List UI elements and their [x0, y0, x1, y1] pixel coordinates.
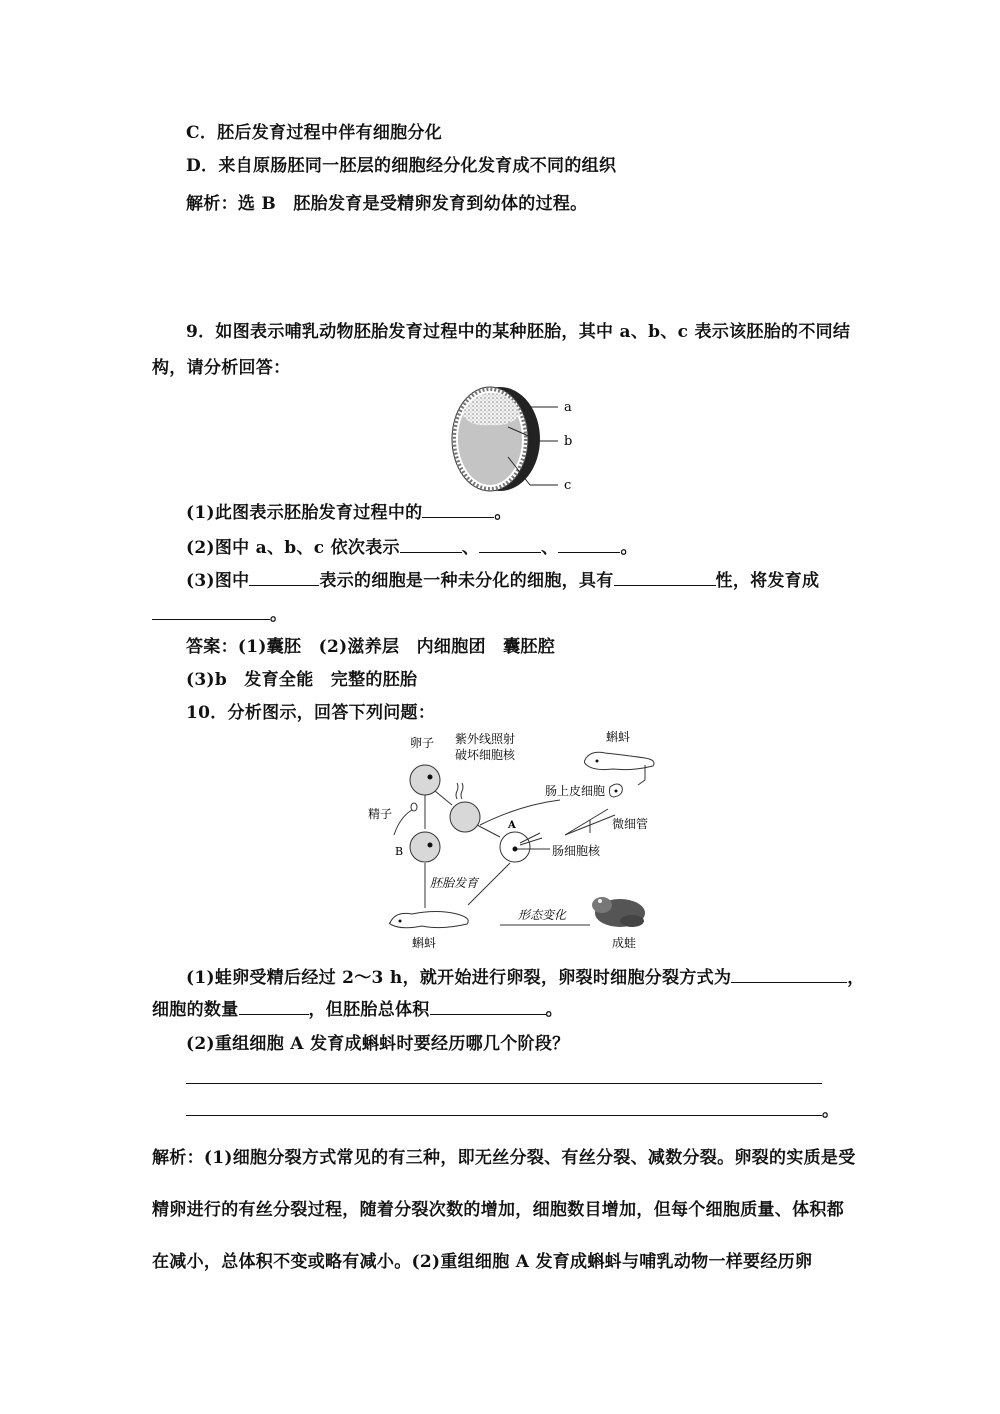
label-morph-change: 形态变化: [518, 908, 567, 922]
label-b: b: [564, 434, 573, 449]
q9-sub3-mid2: 性，将发育成: [715, 571, 820, 591]
option-c: C．胚后发育过程中伴有细胞分化: [186, 123, 443, 143]
answer-blank[interactable]: [239, 999, 309, 1015]
q10-sub1-prefix: (1)蛙卵受精后经过 2～3 h，就开始进行卵裂，卵裂时细胞分裂方式为: [186, 968, 732, 988]
q9-sub3: [186, 570, 819, 592]
q9-sub1: [186, 502, 512, 524]
label-b: B: [395, 845, 404, 858]
answer-blank[interactable]: [731, 967, 847, 983]
label-intestinal-nucleus: 肠细胞核: [552, 844, 601, 858]
q9-sub3-prefix: (3)图中: [186, 571, 250, 591]
q9-stem-line2: 构，请分析回答：: [152, 358, 291, 378]
q10-sub1-line2-prefix: 细胞的数量: [152, 1000, 239, 1020]
label-egg: 卵子: [410, 736, 435, 750]
answer-blank[interactable]: [400, 537, 462, 553]
label-a: a: [564, 400, 572, 415]
q10-answer-line1: [186, 1068, 822, 1090]
comma: ，: [847, 968, 865, 988]
answer-blank[interactable]: [430, 999, 546, 1015]
q10-sub1-line2-suffix: 。: [545, 1000, 563, 1020]
label-uv-2: 破坏细胞核: [455, 748, 516, 762]
q9-sub2-suffix: 。: [620, 538, 638, 558]
label-embryo-dev: 胚胎发育: [430, 876, 479, 890]
q10-analysis-line1: 解析：(1)细胞分裂方式常见的有三种，即无丝分裂、有丝分裂、减数分裂。卵裂的实质是受: [152, 1148, 856, 1168]
separator: 、: [541, 538, 559, 558]
q9-answer-line2: (3)b 发育全能 完整的胚胎: [186, 670, 418, 690]
q9-sub1-prefix: (1)此图表示胚胎发育过程中的: [186, 503, 423, 523]
label-microtube: 微细管: [612, 817, 649, 831]
q9-sub3-suffix: 。: [270, 605, 288, 625]
q9-sub2: [186, 537, 638, 559]
answer-blank[interactable]: [186, 1100, 822, 1116]
answer-blank[interactable]: [479, 537, 541, 553]
label-adult-frog: 成蛙: [612, 936, 637, 950]
q9-sub3-mid1: 表示的细胞是一种未分化的细胞，具有: [319, 571, 614, 591]
q10-analysis-line2: 精卵进行的有丝分裂过程，随着分裂次数的增加，细胞数目增加，但每个细胞质量、体积都: [152, 1200, 844, 1220]
answer-blank[interactable]: [422, 502, 494, 518]
answer-blank[interactable]: [249, 570, 319, 586]
q10-sub1-line2: [152, 999, 563, 1021]
label-intestinal-cell: 肠上皮细胞: [545, 784, 606, 798]
q9-sub1-suffix: 。: [494, 503, 512, 523]
q9-stem-line1: 9．如图表示哺乳动物胚胎发育过程中的某种胚胎，其中 a、b、c 表示该胚胎的不同结: [186, 322, 851, 342]
q9-sub3-cont: [152, 604, 287, 626]
q10-sub2: (2)重组细胞 A 发育成蝌蚪时要经历哪几个阶段？: [186, 1034, 570, 1054]
label-a: A: [508, 820, 516, 831]
q10-sub1: [186, 967, 865, 989]
answer-blank[interactable]: [558, 537, 620, 553]
q10-stem: 10．分析图示，回答下列问题：: [186, 703, 436, 723]
frog-cloning-figure: [350, 725, 670, 955]
q10-answer-line2: [186, 1100, 839, 1122]
blastocyst-figure: [440, 385, 590, 495]
label-uv-1: 紫外线照射: [455, 732, 516, 746]
label-sperm: 精子: [368, 807, 393, 821]
q9-sub2-prefix: (2)图中 a、b、c 依次表示: [186, 538, 400, 558]
label-tadpole-bottom: 蝌蚪: [412, 936, 437, 950]
q10-sub1-line2-mid: ，但胚胎总体积: [308, 1000, 430, 1020]
frog-icon: [592, 897, 645, 927]
answer-blank[interactable]: [186, 1068, 822, 1084]
answer-blank[interactable]: [152, 604, 270, 620]
label-c: c: [564, 478, 572, 493]
separator: 、: [461, 538, 480, 558]
q8-analysis: 解析：选 B 胚胎发育是受精卵发育到幼体的过程。: [186, 194, 588, 214]
q9-answer-line1: 答案：(1)囊胚 (2)滋养层 内细胞团 囊胚腔: [186, 637, 556, 657]
answer-blank[interactable]: [614, 570, 716, 586]
label-tadpole-top: 蝌蚪: [606, 730, 631, 744]
period: 。: [822, 1101, 840, 1121]
option-d: D．来自原肠胚同一胚层的细胞经分化发育成不同的组织: [186, 156, 617, 176]
q10-analysis-line3: 在减小，总体积不变或略有减小。(2)重组细胞 A 发育成蝌蚪与哺乳动物一样要经历卵: [152, 1252, 813, 1272]
